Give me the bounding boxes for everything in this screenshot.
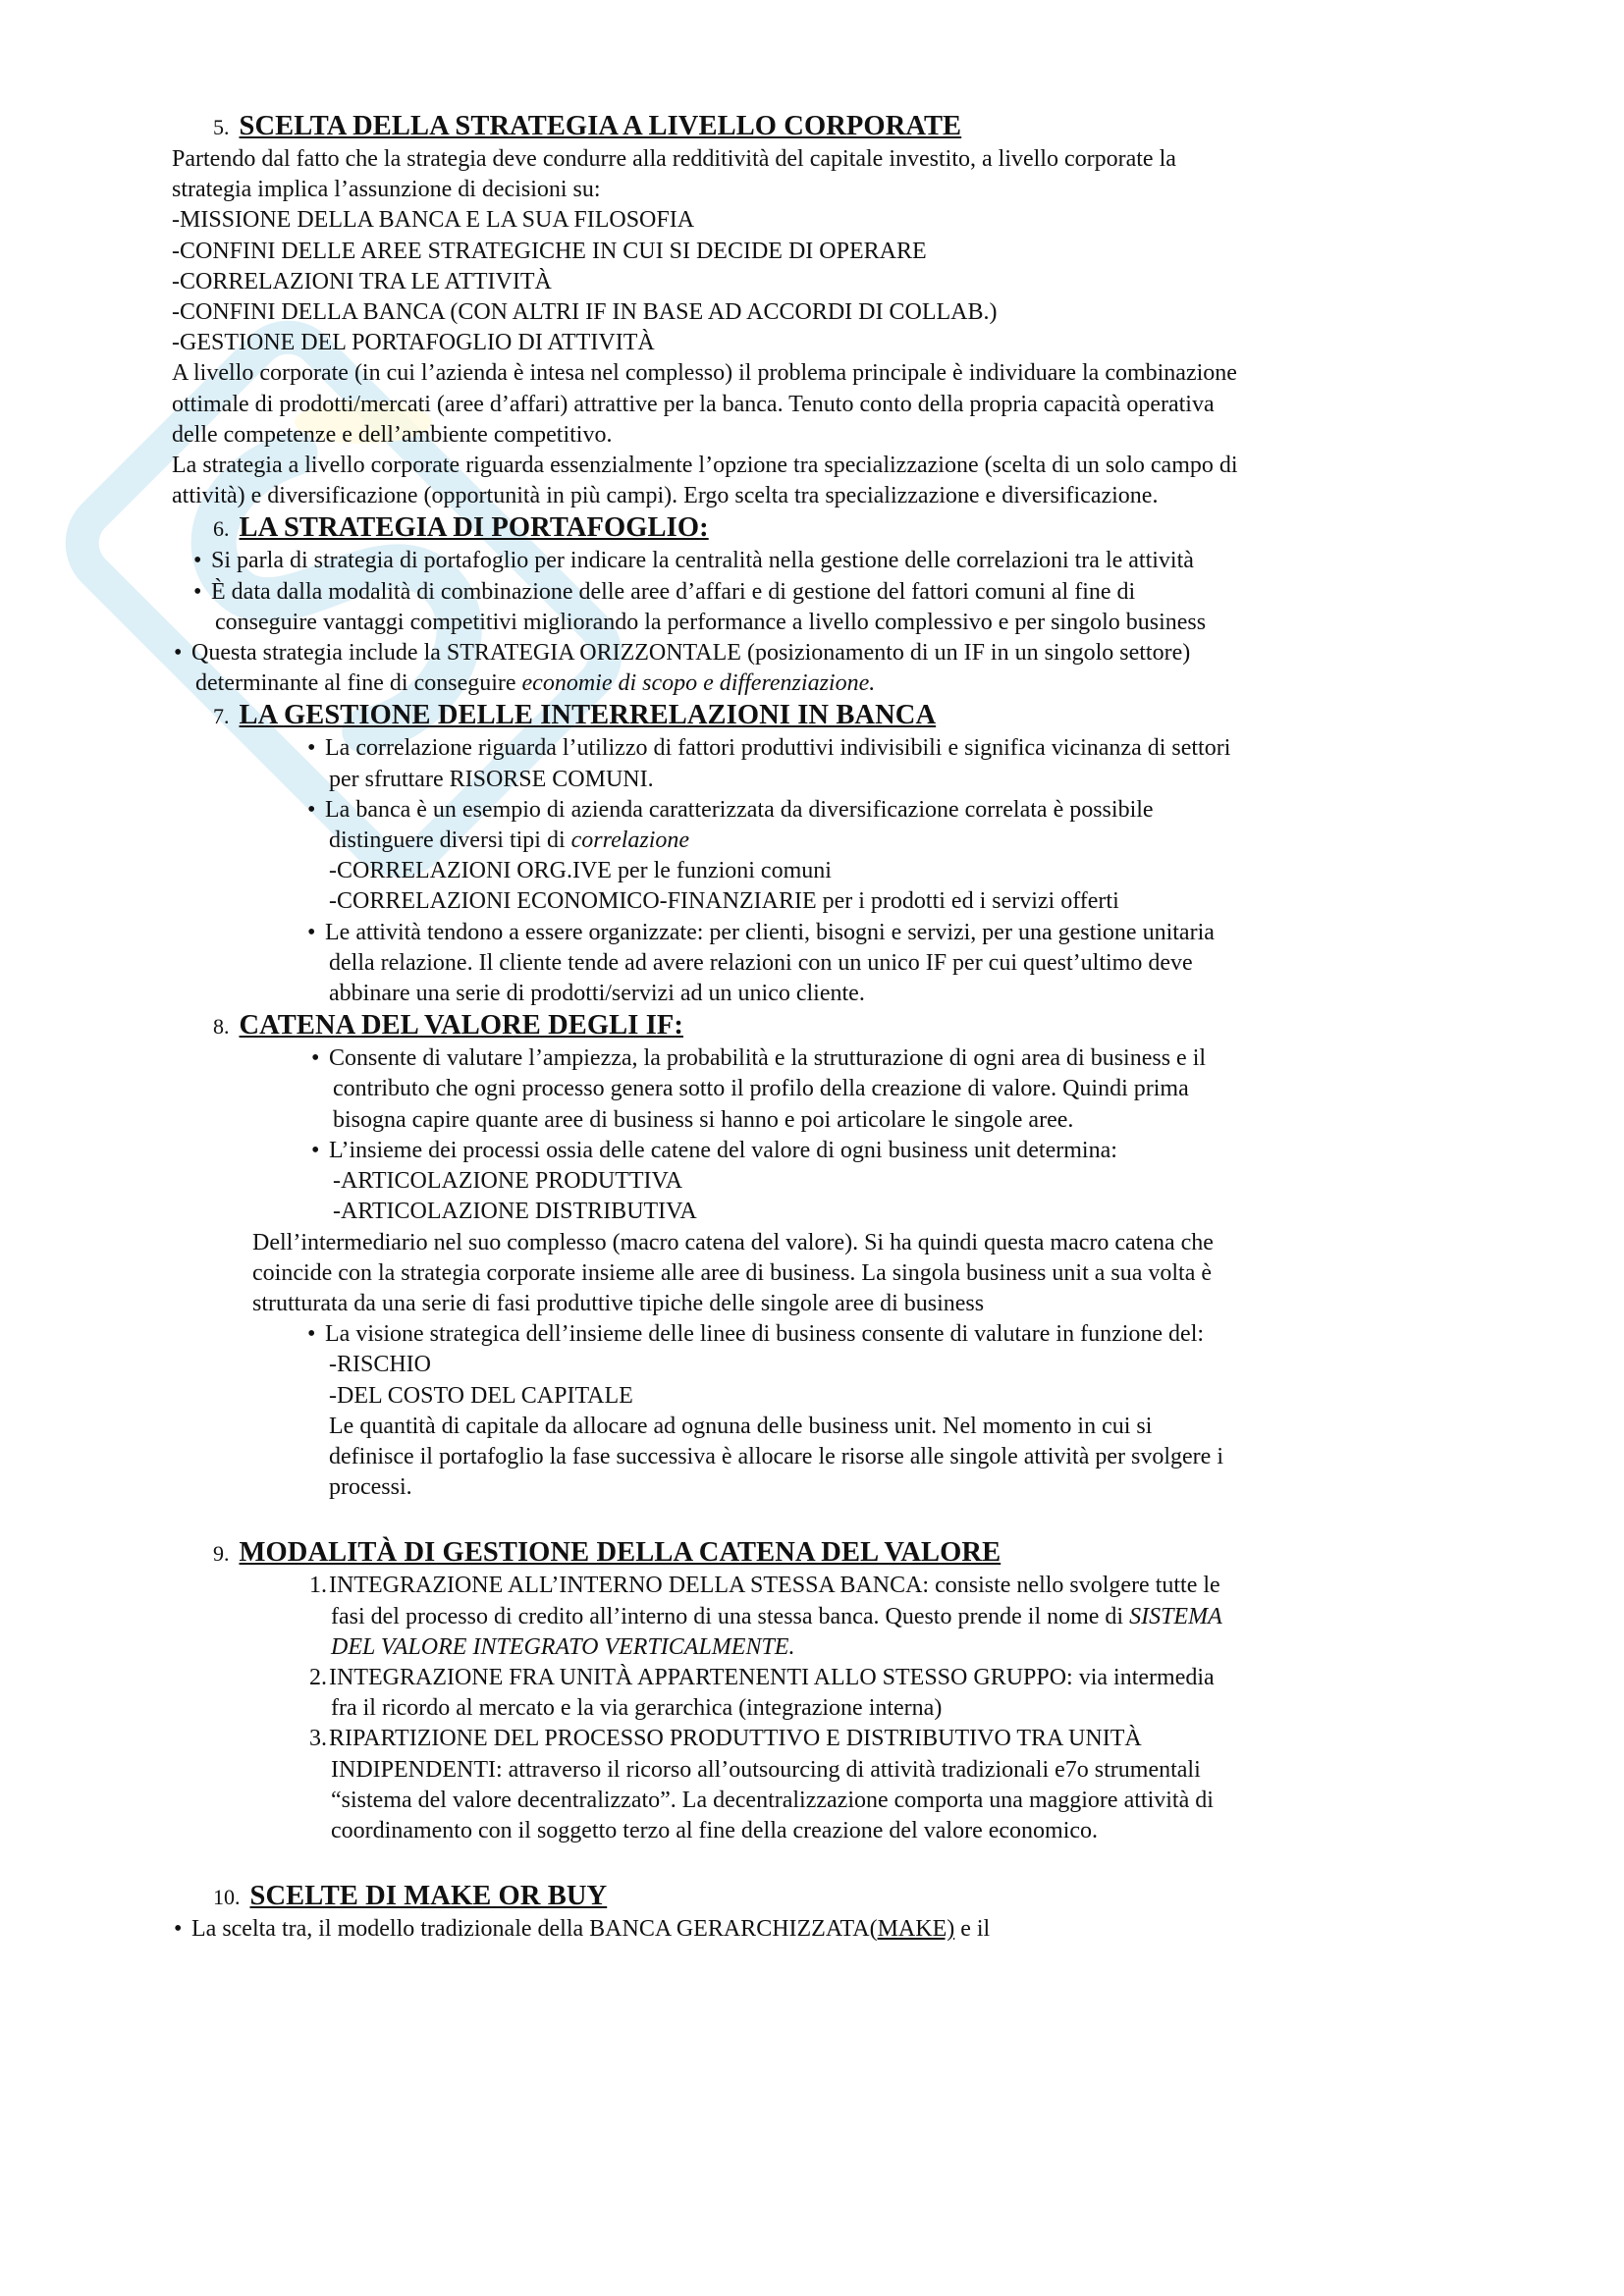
section-5-paragraph: A livello corporate (in cui l’azienda è intesa nel complesso) il problema principale è individuare la combinazione ottimale di prodotti/mercati (aree d’affari) attrattive per la banca. Tenuto conto della propria capacità operativa delle competenze e dell’ambiente competitivo.: [172, 360, 1237, 448]
section-9-title: MODALITÀ DI GESTIONE DELLA CATENA DEL VALORE: [239, 1537, 1001, 1569]
section-5-item: -CORRELAZIONI TRA LE ATTIVITÀ: [172, 268, 552, 294]
section-8-heading: 8. CATENA DEL VALORE DEGLI IF:: [213, 1010, 683, 1041]
section-5-item: -CONFINI DELLE AREE STRATEGICHE IN CUI SI DECIDE DI OPERARE: [172, 238, 927, 264]
section-10-heading: 10. SCELTE DI MAKE OR BUY: [213, 1881, 608, 1912]
section-8-title: CATENA DEL VALORE DEGLI IF:: [239, 1010, 683, 1041]
list-item: • La visione strategica dell’insieme delle linee di business consente di valutare in funzione del: -RISCHIO -DEL COSTO DEL CAPITALE Le quantità di capitale da allocare ad ognuna delle business unit. Nel momento in cui si definisce il portafoglio la fase successiva è allocare le risorse alle singole attività per svolgere i processi.: [307, 1321, 1223, 1501]
list-item: • L’insieme dei processi ossia delle catene del valore di ogni business unit determina: -ARTICOLAZIONE PRODUTTIVA -ARTICOLAZIONE DISTRIBUTIVA: [311, 1137, 1117, 1225]
section-5-title: SCELTA DELLA STRATEGIA A LIVELLO CORPORATE: [239, 111, 962, 141]
section-5-heading: 5. SCELTA DELLA STRATEGIA A LIVELLO CORPORATE: [213, 111, 962, 141]
section-5-item: -MISSIONE DELLA BANCA E LA SUA FILOSOFIA: [172, 207, 695, 234]
list-item: • Le attività tendono a essere organizzate: per clienti, bisogni e servizi, per una gestione unitaria della relazione. Il cliente tende ad avere relazioni con un unico IF per cui quest’ultimo deve abbinare una serie di prodotti/servizi ad un unico cliente.: [307, 919, 1215, 1007]
bullet-icon: •: [307, 796, 316, 823]
bullet-icon: •: [307, 1321, 316, 1348]
bullet-icon: •: [193, 578, 202, 605]
spacer: [172, 1503, 1242, 1536]
list-item: • Questa strategia include la STRATEGIA ORIZZONTALE (posizionamento di un IF in un singolo settore) determinante al fine di conseguire economie di scopo e differenziazione.: [174, 640, 1191, 697]
bullet-icon: •: [311, 1137, 320, 1163]
bullet-icon: •: [193, 548, 202, 574]
section-5-paragraph: La strategia a livello corporate riguarda essenzialmente l’opzione tra specializzazione (scelta di un solo campo di attività) e diversificazione (opportunità in più campi). Ergo scelta tra specializzazione e diversificazione.: [172, 453, 1238, 509]
list-item: 1.INTEGRAZIONE ALL’INTERNO DELLA STESSA BANCA: consiste nello svolgere tutte le fasi del processo di credito all’interno di una stessa banca. Questo prende il nome di SISTEMA DEL VALORE INTEGRATO VERTICALMENTE.: [309, 1573, 1222, 1660]
document-page: [172, 110, 1242, 1945]
list-item: 2.INTEGRAZIONE FRA UNITÀ APPARTENENTI ALLO STESSO GRUPPO: via intermedia fra il ricordo al mercato e la via gerarchica (integrazione interna): [309, 1664, 1215, 1722]
section-6-heading: 6. LA STRATEGIA DI PORTAFOGLIO:: [213, 512, 709, 544]
bullet-icon: •: [174, 640, 183, 667]
bullet-icon: •: [307, 919, 316, 945]
list-item: 3.RIPARTIZIONE DEL PROCESSO PRODUTTIVO E DISTRIBUTIVO TRA UNITÀ INDIPENDENTI: attraverso il ricorso all’outsourcing di attività tradizionali e7o strumentali “sistema del valore decentralizzato”. La decentralizzazione comporta una maggiore attività di coordinamento con il soggetto terzo al fine della creazione del valore economico.: [309, 1726, 1214, 1843]
section-9-heading: 9. MODALITÀ DI GESTIONE DELLA CATENA DEL VALORE: [213, 1537, 1001, 1569]
list-item: • È data dalla modalità di combinazione delle aree d’affari e di gestione del fattori comuni al fine di conseguire vantaggi competitivi migliorando la performance a livello complessivo e per singolo business: [193, 578, 1207, 635]
section-10-title: SCELTE DI MAKE OR BUY: [249, 1881, 608, 1912]
section-7-title: LA GESTIONE DELLE INTERRELAZIONI IN BANCA: [239, 700, 937, 731]
list-item: • La banca è un esempio di azienda caratterizzata da diversificazione correlata è possibile distinguere diversi tipi di correlazione -CORRELAZIONI ORG.IVE per le funzioni comuni -CORRELAZIONI ECONOMICO-FINANZIARIE per i prodotti ed i servizi offerti: [307, 796, 1154, 915]
section-5-intro: Partendo dal fatto che la strategia deve condurre alla redditività del capitale investito, a livello corporate la strategia implica l’assunzione di decisioni su:: [172, 146, 1176, 203]
bullet-icon: •: [311, 1045, 320, 1072]
spacer: [172, 1846, 1242, 1880]
list-item: • La correlazione riguarda l’utilizzo di fattori produttivi indivisibili e significa vicinanza di settori per sfruttare RISORSE COMUNI.: [307, 735, 1231, 792]
list-item: • Consente di valutare l’ampiezza, la probabilità e la strutturazione di ogni area di business e il contributo che ogni processo genera sotto il profilo della creazione di valore. Quindi prima bisogna capire quante aree di business si hanno e poi articolare le singole aree.: [311, 1045, 1207, 1133]
section-8-paragraph: Dell’intermediario nel suo complesso (macro catena del valore). Si ha quindi questa macro catena che coincide con la strategia corporate insieme alle aree di business. La singola business unit a sua volta è strutturata da una serie di fasi produttive tipiche delle singole aree di business: [252, 1229, 1214, 1316]
list-item: • Si parla di strategia di portafoglio per indicare la centralità nella gestione delle correlazioni tra le attività: [136, 546, 1242, 576]
bullet-icon: •: [307, 735, 316, 762]
section-5-item: -GESTIONE DEL PORTAFOGLIO DI ATTIVITÀ: [172, 330, 655, 356]
section-6-title: LA STRATEGIA DI PORTAFOGLIO:: [239, 512, 709, 544]
bullet-icon: •: [174, 1916, 183, 1943]
list-item: • La scelta tra, il modello tradizionale della BANCA GERARCHIZZATA(MAKE) e il: [136, 1914, 1242, 1945]
section-5-item: -CONFINI DELLA BANCA (CON ALTRI IF IN BASE AD ACCORDI DI COLLAB.): [172, 299, 998, 326]
section-7-heading: 7. LA GESTIONE DELLE INTERRELAZIONI IN BANCA: [213, 700, 937, 731]
